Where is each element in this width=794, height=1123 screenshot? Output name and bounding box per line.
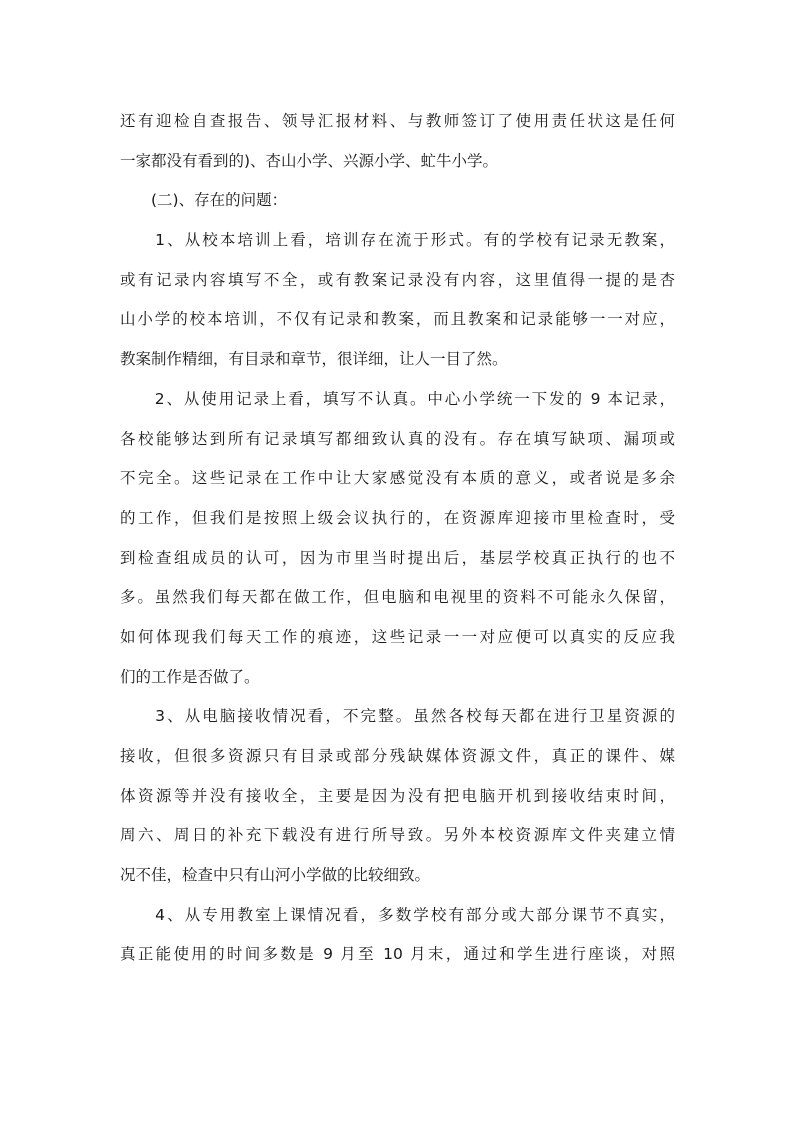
text-line: 周六、周日的补充下载没有进行所导致。另外本校资源库文件夹建立情 bbox=[120, 826, 675, 845]
text-line: 一家都没有看到的)、杏山小学、兴源小学、虻牛小学。 bbox=[120, 151, 499, 170]
text-line: 或有记录内容填写不全，或有教案记录没有内容，这里值得一提的是杏 bbox=[120, 270, 675, 289]
text-line: 不完全。这些记录在工作中让大家感觉没有本质的意义，或者说是多余 bbox=[120, 469, 675, 488]
text-line: (二)、存在的问题： bbox=[120, 191, 288, 210]
text-line: 多。虽然我们每天都在做工作，但电脑和电视里的资料不可能永久保留， bbox=[120, 588, 675, 607]
text-line: 各校能够达到所有记录填写都细致认真的没有。存在填写缺项、漏项或 bbox=[120, 429, 675, 448]
text-line: 接收，但很多资源只有目录或部分残缺媒体资源文件，真正的课件、媒 bbox=[120, 747, 675, 765]
text-line: 的工作，但我们是按照上级会议执行的，在资源库迎接市里检查时，受 bbox=[120, 508, 675, 527]
section-heading-problems bbox=[120, 181, 675, 221]
paragraph-continuation bbox=[120, 102, 675, 181]
paragraph-item-3 bbox=[120, 697, 675, 895]
text-line: 如何体现我们每天工作的痕迹，这些记录一一对应便可以真实的反应我 bbox=[120, 627, 675, 646]
text-line: 况不佳，检查中只有山河小学做的比较细致。 bbox=[120, 866, 431, 885]
document-body bbox=[120, 102, 675, 975]
text-line: 体资源等并没有接收全，主要是因为没有把电脑开机到接收结束时间， bbox=[120, 786, 675, 805]
text-line: 到检查组成员的认可，因为市里当时提出后，基层学校真正执行的也不 bbox=[120, 548, 675, 567]
text-line: 山小学的校本培训，不仅有记录和教案，而且教案和记录能够一一对应， bbox=[120, 310, 675, 329]
paragraph-item-2 bbox=[120, 380, 675, 698]
text-line: 真正能使用的时间多数是 9 月至 10 月末，通过和学生进行座谈，对照 bbox=[120, 945, 675, 964]
paragraph-item-1 bbox=[120, 221, 675, 380]
text-line: 2、从使用记录上看，填写不认真。中心小学统一下发的 9 本记录， bbox=[120, 389, 675, 408]
text-line: 还有迎检自查报告、领导汇报材料、与教师签订了使用责任状这是任何 bbox=[120, 112, 675, 130]
text-line: 4、从专用教室上课情况看，多数学校有部分或大部分课节不真实， bbox=[120, 905, 675, 924]
text-line: 3、从电脑接收情况看，不完整。虽然各校每天都在进行卫星资源的 bbox=[120, 707, 675, 726]
text-line: 们的工作是否做了。 bbox=[120, 667, 260, 686]
text-line: 1、从校本培训上看，培训存在流于形式。有的学校有记录无教案， bbox=[120, 231, 675, 250]
text-line: 教案制作精细，有目录和章节，很详细，让人一目了然。 bbox=[120, 350, 508, 369]
paragraph-item-4 bbox=[120, 896, 675, 975]
